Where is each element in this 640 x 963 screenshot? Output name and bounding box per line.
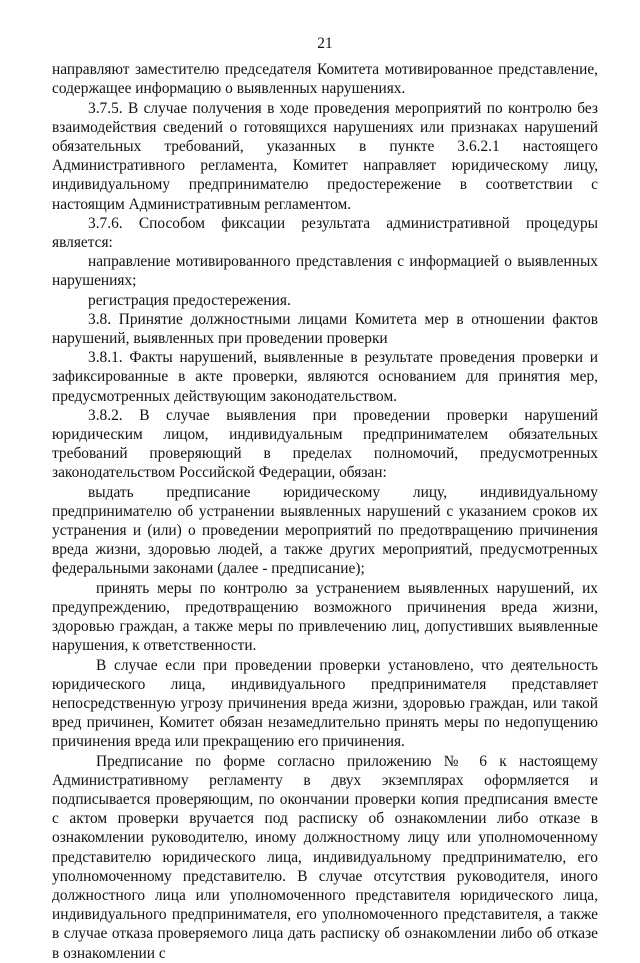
- paragraph-immediate-threat: В случае если при проведении проверки установлено, что деятельность юридического лица, индивидуального предпринимателя представляет непосредственную угрозу причинения вреда жизни, здоровью граждан, или такой вред причинен, Комитет обязан незамедлительно принять меры по недопущению причинения вреда или прекращению его причинения.: [52, 656, 598, 751]
- paragraph-3-8-1: 3.8.1. Факты нарушений, выявленные в результате проведения проверки и зафиксированные в акте проверки, являются основанием для принятия мер, предусмотренных действующим законодательством.: [52, 349, 598, 405]
- paragraph-order-form: Предписание по форме согласно приложению № 6 к настоящему Административному регламенту в двух экземплярах оформляется и подписывается проверяющим, по окончании проверки копия предписания вместе с актом проверки вручается под расписку об ознакомлении либо отказе в ознакомлении руководителю, иному должностному лицу или уполномоченному представителю юридического лица, индивидуальному предпринимателю, его уполномоченному представителю. В случае отсутствия руководителя, иного должностного лица или уполномоченного представителя юридического лица, индивидуального предпринимателя, его уполномоченного представителя, а также в случае отказа проверяемого лица дать расписку об ознакомлении либо об отказе в ознакомлении с: [52, 752, 598, 962]
- document-page: [52, 34, 598, 963]
- list-item-motivated-representation: направление мотивированного представления с информацией о выявленных нарушениях;: [52, 253, 598, 290]
- paragraph-continuation: направляют заместителю председателя Комитета мотивированное представление, содержащее информацию о выявленных нарушениях.: [52, 61, 598, 98]
- list-item-take-measures: принять меры по контролю за устранением выявленных нарушений, их предупреждению, предотвращению возможного причинения вреда жизни, здоровью граждан, а также меры по привлечению лиц, допустивших выявленные нарушения, к ответственности.: [52, 579, 598, 655]
- paragraph-3-7-6: 3.7.6. Способом фиксации результата административной процедуры является:: [52, 214, 598, 252]
- section-heading-3-8: 3.8. Принятие должностными лицами Комитета мер в отношении фактов нарушений, выявленных при проведении проверки: [52, 310, 598, 348]
- paragraph-3-8-2: 3.8.2. В случае выявления при проведении проверки нарушений юридическим лицом, индивидуальным предпринимателем обязательных требований проверяющий в пределах полномочий, предусмотренных законодательством Российской Федерации, обязан:: [52, 406, 598, 482]
- list-item-issue-order: выдать предписание юридическому лицу, индивидуальному предпринимателю об устранении выявленных нарушений с указанием сроков их устранения и (или) о проведении мероприятий по предотвращению причинения вреда жизни, здоровью людей, а также других мероприятий, предусмотренных федеральными законами (далее - предписание);: [52, 483, 598, 578]
- paragraph-3-7-5: 3.7.5. В случае получения в ходе проведения мероприятий по контролю без взаимодействия сведений о готовящихся нарушениях или признаках нарушений обязательных требований, указанных в пункте 3.6.2.1 настоящего Административного регламента, Комитет направляет юридическому лицу, индивидуальному предпринимателю предостережение в соответствии с настоящим Административным регламентом.: [52, 99, 598, 213]
- page-number: 21: [317, 35, 333, 52]
- list-item-warning-registration: регистрация предостережения.: [88, 291, 291, 309]
